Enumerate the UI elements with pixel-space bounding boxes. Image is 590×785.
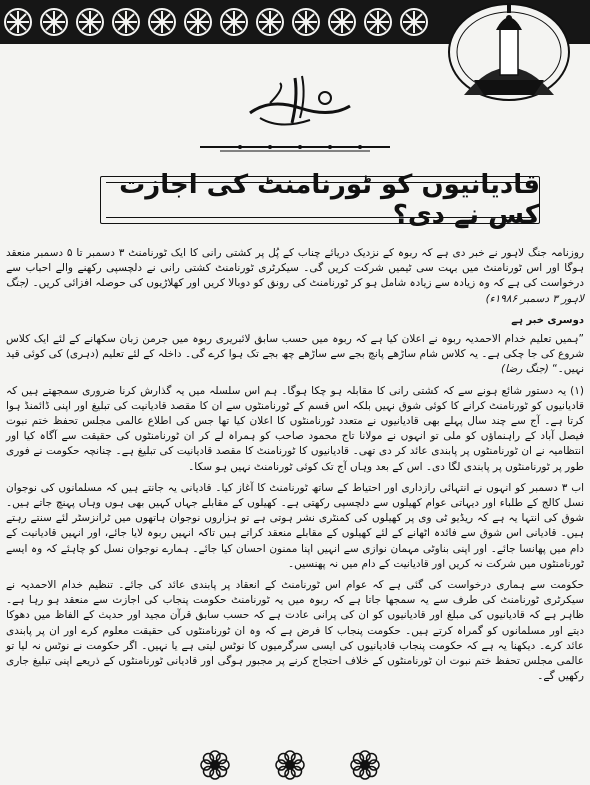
border-cross-lines [115,11,137,33]
paragraph-point-2: اب ۳ دسمبر کو انہوں نے انتہائی رازداری اور احتیاط کے ساتھ ٹورنامنٹ کا آغاز کیا۔ قادیانی یہ جانتے ہیں کہ مسلمانوں کی نوجوان نسل کالج کے طلباء اور دیہاتی عوام کھیلوں سے دلچسپی رکھتی ہے۔ کھیلوں کے مقابلے جہاں کہیں بھی ہوں وہاں پہنچ جاتے ہیں۔ شوق کی انتہا یہ ہے کہ ریڈیو ٹی وی پر کھیلوں کی کمنٹری نشر ہوتی ہے تو ہزاروں نوجوان ہاتھوں میں ٹرانزسٹر لئے سنتے رہتے ہیں۔ قادیانی اس شوق سے فائدہ اٹھانے کے لئے کھیلوں کے مقابلے منعقد کراتے ہیں تاکہ انہیں ربوہ لایا جائے، اور انہیں قادیانیت کے دام میں پھانسا جائے۔ اور اپنی بناوٹی مہمان نوازی سے انہیں اپنا ممنون احسان کیا جائے۔ ہمارے نوجوان نسل کو چاہئے کہ وہ ایسے ٹورنامنٹوں میں شرکت نہ کریں اور قادیانیت کے دام میں نہ پھنسیں۔ [6,481,585,570]
border-cross-lines [331,11,353,33]
headline-box [100,170,540,230]
border-cross-lines [403,11,425,33]
border-cross-lines [187,11,209,33]
paragraph-text: ”ہمیں تعلیم خدام الاحمدیہ ربوہ نے اعلان کیا ہے کہ ربوہ میں حسب سابق لائبریری ربوہ میں جرمن زبان سکھانے کے لئے ایک کلاس شروع کی جا چکی ہے۔ یہ کلاس شام ساڑھے پانچ بجے سے ساڑھے چھ بجے تک ہوا کرے گی۔ داخلہ کے لئے تعلیم (دہری) کی کوئی قید نہیں۔“ [6,333,584,376]
source-citation: (جنگ رضا) [501,363,549,376]
border-cross-lines [79,11,101,33]
paragraph-intro [6,246,584,307]
border-cross-lines [223,11,245,33]
paragraph-point-1: (۱) یہ دستور شائع ہونے سے کہ کشتی رانی کا مقابلہ ہو چکا ہوگا۔ ہم اس سلسلہ میں یہ گذارش کرنا ضروری سمجھتے ہیں کہ قادیانیوں کو ٹورنامنٹ کرانے کا کوئی شوق نہیں بلکہ اس قسم کے ٹورنامنٹوں سے ان کا مقصد قادیانیت کی تبلیغ اور اپنی ڈائمنڈ ہوا کرتا ہے۔ آج سے چند سال پہلے بھی قادیانیوں نے متعدد ٹورنامنٹوں کا اعلان کیا تھا جس کی اطلاع عالمی مجلس تحفظ ختم نبوت فیصل آباد کے راہنماؤں کو ملی تو انہوں نے مولانا تاج محمود صاحب کو ہمراہ لے کر ان ٹورنامنٹوں کی حقیقت سے آگاہ کیا اور انتظامیہ نے ان ٹورنامنٹوں پر پابندی عائد کر دی تھی۔ قادیانیوں کا ٹورنامنٹ کا مقصد قادیانیت کی تبلیغ ہے۔ چنانچہ حکومت نے فوری طور پر ٹورنامنٹوں پر پابندی لگا دی۔ اس کے بعد وہاں آج تک کوئی ٹورنامنٹ نہیں ہو سکا۔ [6,384,584,473]
border-cross-lines [295,11,317,33]
paragraph-second-news [6,332,584,378]
border-cross-lines [7,11,29,33]
mosque-emblem-logo [434,0,584,110]
subheading: دوسری خبر ہے [511,314,584,326]
border-cross-lines [43,11,65,33]
border-cross-lines [151,11,173,33]
decorative-divider [200,140,390,154]
headline: قادیانیوں کو ٹورنامنٹ کی اجازت کس نے دی؟ [119,170,540,230]
source-citation: (جنگ لاہور ۳ دسمبر ۱۹۸۶ء) [6,277,584,305]
paragraph-text: روزنامہ جنگ لاہور نے خبر دی ہے کہ ربوہ کے نزدیک دریائے چناب کے پُل پر کشتی رانی کا ایک ٹورنامنٹ ۳ دسمبر تا ۵ دسمبر منعقد ہوگا اور اس ٹورنامنٹ میں بہت سی ٹیمیں شرکت کریں گی۔ سیکرٹری ٹورنامنٹ کشتی رانی نے دلچسپی رکھنے والے احباب سے درخواست کی ہے کہ وہ زیادہ سے زیادہ شامل ہو کر ٹورنامنٹ کی رونق کو دوبالا کریں اور کھلاڑیوں کی حوصلہ افزائی کریں۔ [6,247,585,290]
border-cross-lines [259,11,281,33]
calligraphy-emblem [240,68,360,138]
article-body [6,246,584,746]
bottom-flower-ornaments [0,750,590,780]
paragraph-point-3: حکومت سے ہماری درخواست کی گئی ہے کہ عوام اس ٹورنامنٹ کے انعقاد پر پابندی عائد کی جائے۔ تنظیم خدام الاحمدیہ نے سیکرٹری ٹورنامنٹ کی طرف سے یہ سمجھا جاتا ہے کہ ربوہ میں یہ ٹورنامنٹ حکومت پنجاب کی اجازت سے منعقد ہو رہا ہے۔ ظاہر ہے کہ قادیانیوں کی مبلغ اور قادیانیوں کو ان کی پرانی عادت ہے کہ حسب سابق قرآن مجید اور حدیث کے الفاظ میں دھوکا دیتے اور مسلمانوں کو گمراہ کرتے ہیں۔ حکومت پنجاب کا فرض ہے کہ وہ ان ٹورنامنٹوں کی حقیقت معلوم کرے اور ان پر پابندی عائد کرے۔ دیکھنا یہ ہے کہ حکومت پنجاب قادیانیوں کی ایسی سرگرمیوں کا نوٹس لیتی ہے یا نہیں۔ اگر حکومت نے نوٹس نہ لیا تو عالمی مجلس تحفظ ختم نبوت ان ٹورنامنٹوں کے خلاف احتجاج کرنے پر مجبور ہوگی اور قادیانی ٹورنامنٹوں کے ذریعے اپنی تبلیغ جاری رکھیں گے۔ [6,579,584,683]
border-cross-lines [367,11,389,33]
